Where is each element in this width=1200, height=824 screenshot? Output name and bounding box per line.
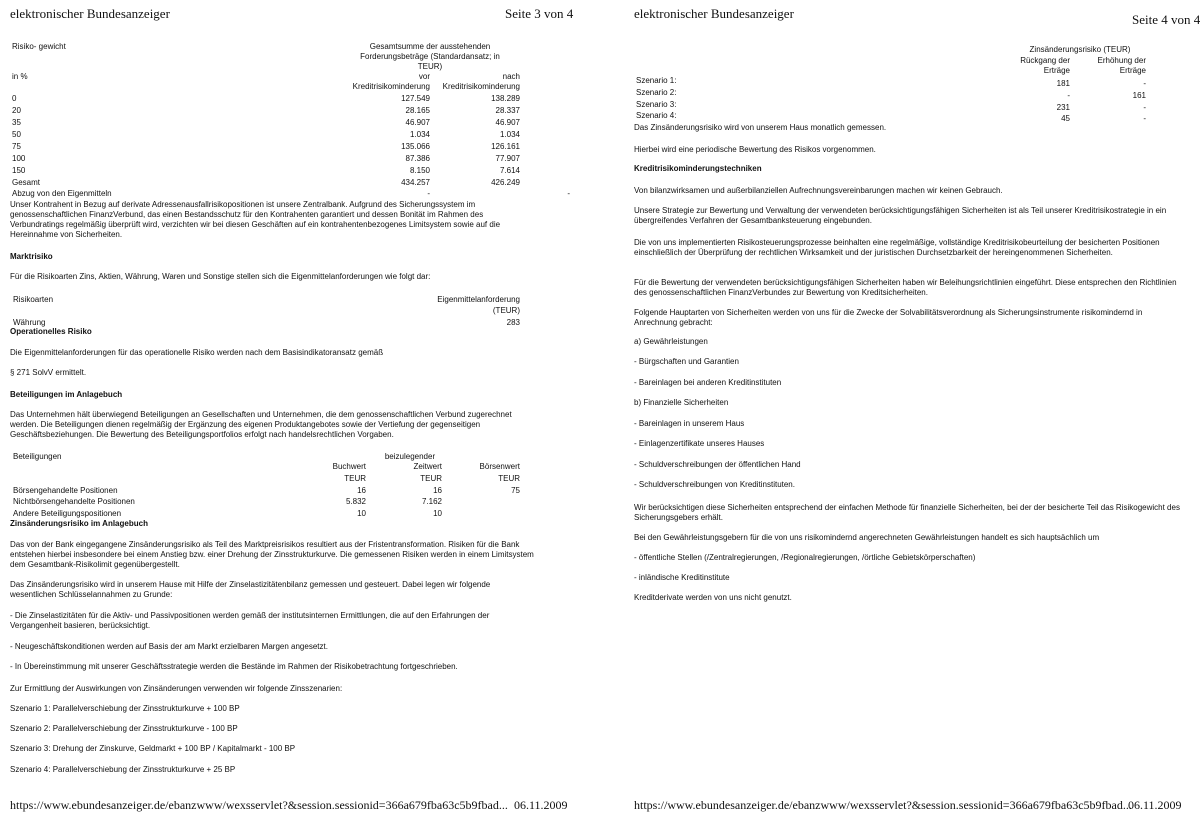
footer-date: 06.11.2009 (1128, 798, 1182, 812)
table-cell: 7.162 (421, 497, 442, 506)
table-cell: 16 (357, 486, 366, 495)
table-cell: 138.289 (491, 94, 520, 103)
table-cell: 231 (1056, 103, 1070, 112)
table-cell: 135.066 (401, 142, 430, 151)
group-header-line3: TEUR) (417, 62, 443, 71)
paragraph-krm-5: Folgende Hauptarten von Sicherheiten werden von uns für die Zwecke der Solvabilitätsverordnung als Sicherungsinstrumente risikomindernd in Anrechnung gebracht: (634, 308, 1143, 327)
table-row-label: 35 (12, 118, 21, 127)
table-cell: 45 (1061, 114, 1070, 123)
table-header: Rückgang der (1020, 56, 1070, 65)
table-header: Erhöhung der (1097, 56, 1146, 65)
table-row-label: 0 (12, 94, 17, 103)
list-item: a) Gewährleistungen (634, 337, 708, 346)
section-title-marktrisiko: Marktrisiko (10, 252, 53, 261)
page-number: Seite 3 von 4 (505, 6, 574, 21)
table-cell: 87.386 (405, 154, 430, 163)
table-cell: 426.249 (491, 178, 520, 187)
table-cell: - (427, 189, 430, 198)
table-row-label: 75 (12, 142, 21, 151)
list-item: - Schuldverschreibungen von Kreditinstituten. (634, 480, 795, 489)
table-cell: 10 (357, 509, 366, 518)
paragraph-beteiligungen: Das Unternehmen hält überwiegend Beteiligungen an Gesellschaften und Unternehmen, die dem genossenschaftlichen Verbund zugerechnet werden. Die Beteiligungen dienen regelmäßig der Ergänzung des eigenen Produktangebotes sowie der Vertiefung der gegenseitigen Geschäftsbeziehungen. Die Bewertung des Beteiligungsportfolios erfolgt nach handelsrechtlichen Vorgaben. (10, 410, 512, 439)
table-cell: 16 (433, 486, 442, 495)
group-header-line1: Gesamtsumme der ausstehenden (369, 42, 491, 51)
list-item: b) Finanzielle Sicherheiten (634, 398, 729, 407)
paragraph-zins-bullet-2: - Neugeschäftskonditionen werden auf Basis der am Markt erzielbaren Margen angesetzt. (10, 642, 328, 651)
header-title: elektronischer Bundesanzeiger (634, 6, 794, 21)
paragraph-oprisk-2: § 271 SolvV ermittelt. (10, 368, 87, 377)
table-cell: 46.907 (405, 118, 430, 127)
table-header: Zeitwert (413, 462, 442, 471)
group-header-line2: Forderungsbeträge (Standardansatz; in (360, 52, 500, 61)
table-cell: - (1067, 91, 1070, 100)
table-header: Börsenwert (479, 462, 520, 471)
table-header: TEUR (420, 474, 442, 483)
table-cell: 126.161 (491, 142, 520, 151)
table-cell: 28.337 (495, 106, 520, 115)
table-cell: 161 (1132, 91, 1146, 100)
section-title-krm: Kreditrisikominderungstechniken (634, 164, 762, 173)
section-title-beteiligungen: Beteiligungen im Anlagebuch (10, 390, 123, 399)
table-header: (TEUR) (492, 306, 520, 315)
col-vor-line1: vor (418, 72, 430, 81)
paragraph-krm-1: Von bilanzwirksamen und außerbilanziellen Aufrechnungsvereinbarungen machen wir keinen Gebrauch. (634, 186, 1003, 195)
table-cell: - (1143, 103, 1146, 112)
table-cell: 283 (506, 318, 520, 327)
scenario-3: Szenario 3: Drehung der Zinskurve, Geldmarkt + 100 BP / Kapitalmarkt - 100 BP (10, 744, 296, 753)
paragraph-krm-6: Wir berücksichtigen diese Sicherheiten entsprechend der einfachen Methode für finanzielle Sicherheiten, bei der der besicherte Teil das Risikogewicht des Sicherungsgebers erhält. (634, 503, 1180, 522)
table-header: Zinsänderungsrisiko (TEUR) (1029, 45, 1131, 54)
col-vor-line2: Kreditrisikominderung (352, 82, 430, 91)
risk-weight-header: Risiko- gewicht (12, 42, 66, 51)
table-row-label: Szenario 3: (636, 100, 677, 109)
table-cell: 46.907 (495, 118, 520, 127)
paragraph-zins-2: Das Zinsänderungsrisiko wird in unserem Hause mit Hilfe der Zinselastizitätenbilanz gemessen und gesteuert. Dabei legen wir folgende wesentlichen Schlüsselannahmen zu Grunde: (10, 580, 491, 599)
paragraph-kontrahent: Unser Kontrahent in Bezug auf derivate Adressenausfallrisikopositionen ist unsere Zentralbank. Aufgrund des Sicherungssystem im genossenschaftlichen FinanzVerbund, das einen Bestandsschutz für den Kontrahenten garantiert und dessen Bonität im Rahmen des Verbundratings regelmäßig überprüft wird, verzichten wir bei diesen Geschäften auf ein kontrahentenbezogenes Limitsystem sowie auf die Hereinnahme von Sicherheiten. (10, 200, 501, 239)
paragraph-krm-2: Unsere Strategie zur Bewertung und Verwaltung der verwendeten berücksichtigungsfähigen Sicherheiten ist als Teil unserer Kreditrisikostrategie in ein übergreifendes Verfahren der Gesamtbanksteuerung eingebunden. (634, 206, 1167, 225)
paragraph-krm-8: Kreditderivate werden von uns nicht genutzt. (634, 593, 792, 602)
scenario-4: Szenario 4: Parallelverschiebung der Zinsstrukturkurve + 25 BP (10, 765, 236, 774)
page-4 (620, 0, 1200, 824)
col-nach-line2: Kreditrisikominderung (442, 82, 520, 91)
footer-url: https://www.ebundesanzeiger.de/ebanzwww/wexsservlet?&session.sessionid=366a679fba63c5b9fbad... (634, 798, 1132, 812)
scenario-2: Szenario 2: Parallelverschiebung der Zinsstrukturkurve - 100 BP (10, 724, 238, 733)
table-cell: 10 (433, 509, 442, 518)
table-row-label: Szenario 1: (636, 76, 677, 85)
scenario-1: Szenario 1: Parallelverschiebung der Zinsstrukturkurve + 100 BP (10, 704, 240, 713)
table-row-label: Gesamt (12, 178, 41, 187)
table-row-label: 50 (12, 130, 21, 139)
list-item: - Einlagenzertifikate unseres Hauses (634, 439, 765, 448)
table-cell: 1.034 (499, 130, 520, 139)
table-header: Risikoarten (13, 295, 54, 304)
paragraph-zins-1: Das von der Bank eingegangene Zinsänderungsrisiko als Teil des Marktpreisrisikos resultiert aus der Fristentransformation. Risiken für die Bank entstehen hierbei insbesondere bei einem Anstieg bzw. einer Drehung der Zinsstrukturkurve. Die gemessenen Risiken werden in einem Limitsystem dem Gesamtbank-Risikolimit gegenübergestellt. (10, 540, 534, 569)
paragraph-zins-bullet-1: - Die Zinselastizitäten für die Aktiv- und Passivpositionen werden gemäß der institutsinternen Ermittlungen, die auf den Erfahrungen der Vergangenheit basieren, berücksichtigt. (10, 611, 490, 630)
table-cell: 8.150 (409, 166, 430, 175)
table-row-label: Abzug von den Eigenmitteln (12, 189, 112, 198)
paragraph-krm-4: Für die Bewertung der verwendeten berücksichtigungsfähigen Sicherheiten haben wir Beleihungsrichtlinien eingeführt. Diese entsprechen den Richtlinien des genossenschaftlichen FinanzVerbundes zur Bewertung von Kreditsicherheiten. (634, 278, 1177, 297)
paragraph-marktrisiko: Für die Risikoarten Zins, Aktien, Währung, Waren und Sonstige stellen sich die Eigenmittelanforderungen wie folgt dar: (10, 272, 431, 281)
table-row-label: 150 (12, 166, 26, 175)
table-header: beizulegender (384, 452, 436, 461)
table-header: TEUR (498, 474, 520, 483)
list-item: - Bareinlagen in unserem Haus (634, 419, 745, 428)
table-cell: - (1143, 114, 1146, 123)
table-row-label: Andere Beteiligungspositionen (13, 509, 122, 518)
unit-label: in % (12, 72, 28, 81)
table-cell: 75 (511, 486, 520, 495)
paragraph-oprisk: Die Eigenmittelanforderungen für das operationelle Risiko werden nach dem Basisindikatoransatz gemäß (10, 348, 384, 357)
table-header: Eigenmittelanforderung (437, 295, 520, 304)
table-row-label: Szenario 2: (636, 88, 677, 97)
table-header: TEUR (344, 474, 366, 483)
table-cell: 434.257 (401, 178, 430, 187)
page-number: Seite 4 von 4 (1132, 12, 1200, 27)
paragraph-zins-3: Zur Ermittlung der Auswirkungen von Zinsänderungen verwenden wir folgende Zinsszenarien: (10, 684, 343, 693)
table-header: Erträge (1119, 66, 1146, 75)
table-cell: 77.907 (495, 154, 520, 163)
table-cell: 1.034 (409, 130, 430, 139)
paragraph-krm-3: Die von uns implementierten Risikosteuerungsprozesse beinhalten eine regelmäßige, vollständige Kreditrisikobeurteilung der besicherten Positionen einschließlich der Überprüfung der rechtlichen Wirksamkeit und der juristischen Durchsetzbarkeit der hereingenommenen Sicherheiten. (634, 238, 1160, 257)
section-title-zinsrisiko: Zinsänderungsrisiko im Anlagebuch (10, 519, 148, 528)
list-item: - öffentliche Stellen (/Zentralregierungen, /Regionalregierungen, /örtliche Gebietskörperschaften) (634, 553, 976, 562)
paragraph-zr-2: Hierbei wird eine periodische Bewertung des Risikos vorgenommen. (634, 145, 876, 154)
table-cell: - (567, 189, 570, 198)
table-row-label: 20 (12, 106, 21, 115)
header-title: elektronischer Bundesanzeiger (10, 6, 170, 21)
section-title-oprisk: Operationelles Risiko (10, 327, 92, 336)
table-row-label: Börsengehandelte Positionen (13, 486, 118, 495)
table-cell: 127.549 (401, 94, 430, 103)
table-cell: 7.614 (499, 166, 520, 175)
col-nach-line1: nach (502, 72, 520, 81)
table-cell: - (1143, 79, 1146, 88)
list-item: - Bareinlagen bei anderen Kreditinstituten (634, 378, 782, 387)
list-item: - Schuldverschreibungen der öffentlichen Hand (634, 460, 801, 469)
table-cell: 5.832 (345, 497, 366, 506)
table-header: Buchwert (332, 462, 366, 471)
paragraph-zr-1: Das Zinsänderungsrisiko wird von unserem Haus monatlich gemessen. (634, 123, 887, 132)
table-row-label: Nichtbörsengehandelte Positionen (13, 497, 135, 506)
table-header: Erträge (1043, 66, 1070, 75)
table-row-label: Szenario 4: (636, 111, 677, 120)
paragraph-zins-bullet-3: - In Übereinstimmung mit unserer Geschäftsstrategie werden die Bestände im Rahmen der Risikobetrachtung fortgeschrieben. (10, 662, 458, 671)
table-header: Beteiligungen (13, 452, 62, 461)
footer-date: 06.11.2009 (514, 798, 568, 812)
list-item: - inländische Kreditinstitute (634, 573, 730, 582)
table-row-label: Währung (13, 318, 46, 327)
table-cell: 181 (1056, 79, 1070, 88)
paragraph-krm-7: Bei den Gewährleistungsgebern für die von uns risikomindernd angerechneten Gewährleistungen handelt es sich hauptsächlich um (634, 533, 1100, 542)
table-row-label: 100 (12, 154, 26, 163)
footer-url: https://www.ebundesanzeiger.de/ebanzwww/wexsservlet?&session.sessionid=366a679fba63c5b9fbad... (10, 798, 508, 812)
page-3 (0, 0, 590, 824)
table-cell: 28.165 (405, 106, 430, 115)
list-item: - Bürgschaften und Garantien (634, 357, 739, 366)
